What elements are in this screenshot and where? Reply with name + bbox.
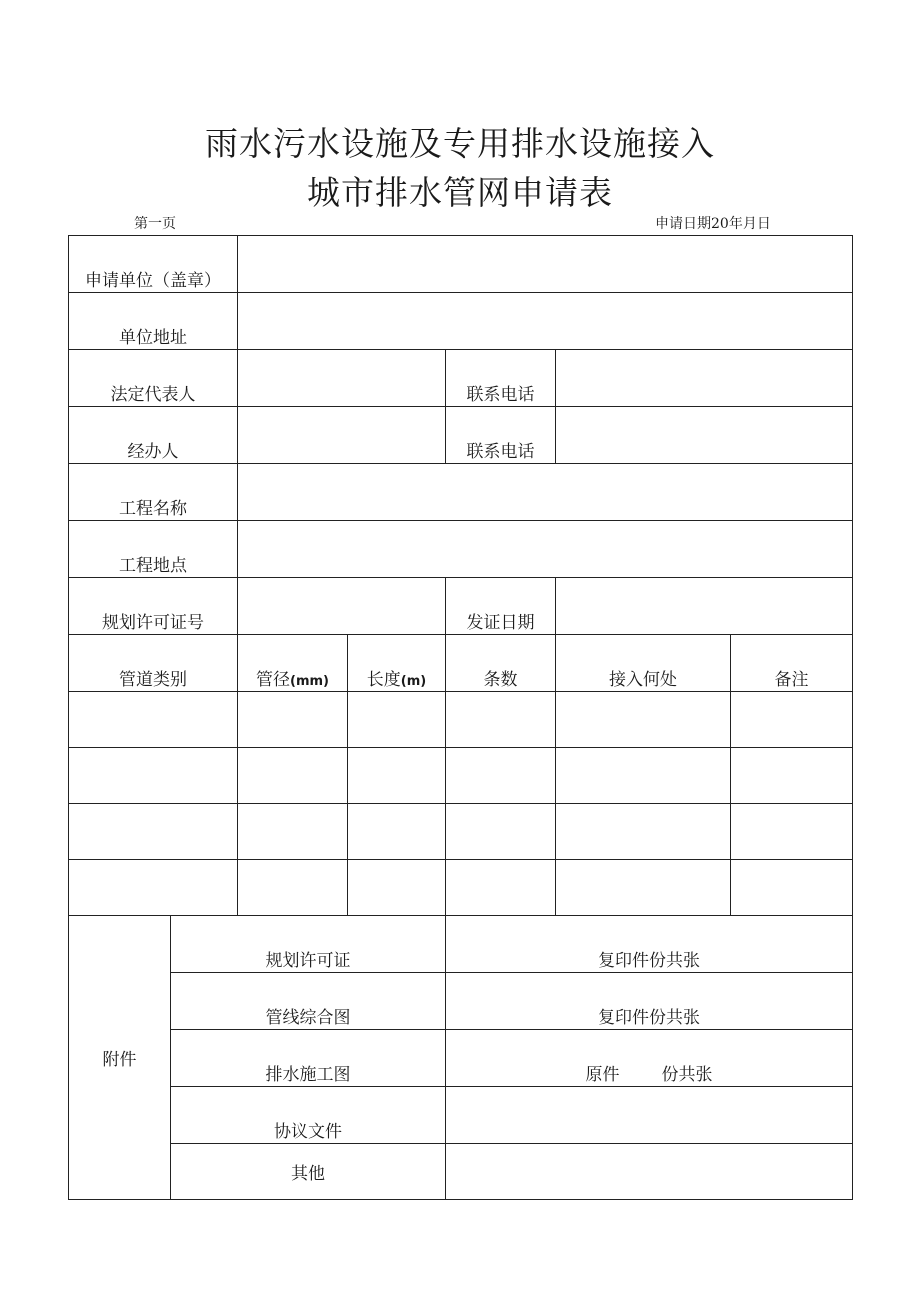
attachment-row	[69, 973, 853, 1030]
table-row	[69, 804, 853, 860]
pipe-cell[interactable]	[446, 804, 556, 860]
page-number: 第一页	[134, 216, 176, 232]
pipe-cell[interactable]	[238, 748, 348, 804]
pipe-connect-header: 接入何处	[556, 635, 731, 692]
pipe-cell[interactable]	[556, 860, 731, 916]
attachment-note[interactable]	[446, 1144, 853, 1200]
form-title-line2: 城市排水管网申请表	[307, 173, 613, 212]
attachment-note[interactable]	[446, 1087, 853, 1144]
attachments-label: 附件	[69, 916, 171, 1200]
attachment-note: 复印件份共张	[446, 916, 853, 973]
row-address	[69, 293, 853, 350]
attachment-name: 其他	[171, 1144, 446, 1200]
issue-date-label: 发证日期	[446, 578, 556, 635]
form-title-line1: 雨水污水设施及专用排水设施接入	[205, 124, 715, 163]
pipe-count-header: 条数	[446, 635, 556, 692]
pipe-cell[interactable]	[731, 692, 853, 748]
pipe-cell[interactable]	[731, 748, 853, 804]
phone2-input[interactable]	[556, 407, 853, 464]
attachment-name: 排水施工图	[171, 1030, 446, 1087]
applicant-input[interactable]	[238, 236, 853, 293]
phone1-label: 联系电话	[446, 350, 556, 407]
pipe-table-header	[69, 635, 853, 692]
handler-label: 经办人	[69, 407, 238, 464]
pipe-cell[interactable]	[446, 860, 556, 916]
table-row	[69, 748, 853, 804]
pipe-cell[interactable]	[731, 860, 853, 916]
project-name-input[interactable]	[238, 464, 853, 521]
pipe-type-header: 管道类别	[69, 635, 238, 692]
attachment-note: 复印件份共张	[446, 973, 853, 1030]
permit-no-input[interactable]	[238, 578, 446, 635]
pipe-cell[interactable]	[69, 860, 238, 916]
table-row	[69, 692, 853, 748]
pipe-cell[interactable]	[348, 748, 446, 804]
phone1-input[interactable]	[556, 350, 853, 407]
pipe-cell[interactable]	[348, 860, 446, 916]
pipe-diameter-header: 管径(mm)	[238, 635, 348, 692]
pipe-length-header: 长度(m)	[348, 635, 446, 692]
row-legal-rep	[69, 350, 853, 407]
applicant-label: 申请单位（盖章）	[69, 236, 238, 293]
legal-rep-label: 法定代表人	[69, 350, 238, 407]
address-label: 单位地址	[69, 293, 238, 350]
pipe-cell[interactable]	[238, 692, 348, 748]
pipe-cell[interactable]	[446, 748, 556, 804]
pipe-cell[interactable]	[238, 860, 348, 916]
permit-no-label: 规划许可证号	[69, 578, 238, 635]
pipe-cell[interactable]	[69, 692, 238, 748]
pipe-cell[interactable]	[556, 692, 731, 748]
pipe-cell[interactable]	[238, 804, 348, 860]
row-handler	[69, 407, 853, 464]
pipe-cell[interactable]	[446, 692, 556, 748]
row-project-name	[69, 464, 853, 521]
pipe-cell[interactable]	[348, 804, 446, 860]
application-form-table	[68, 235, 853, 1200]
row-permit	[69, 578, 853, 635]
application-date: 申请日期20年月日	[655, 216, 771, 232]
attachment-row	[69, 1144, 853, 1200]
row-project-location	[69, 521, 853, 578]
pipe-cell[interactable]	[731, 804, 853, 860]
pipe-cell[interactable]	[556, 748, 731, 804]
legal-rep-input[interactable]	[238, 350, 446, 407]
pipe-cell[interactable]	[348, 692, 446, 748]
attachment-name: 规划许可证	[171, 916, 446, 973]
attachment-row	[69, 1030, 853, 1087]
attachment-note: 原件 份共张	[446, 1030, 853, 1087]
pipe-cell[interactable]	[69, 748, 238, 804]
attachment-row	[69, 1087, 853, 1144]
pipe-cell[interactable]	[69, 804, 238, 860]
phone2-label: 联系电话	[446, 407, 556, 464]
attachment-row	[69, 916, 853, 973]
pipe-remark-header: 备注	[731, 635, 853, 692]
handler-input[interactable]	[238, 407, 446, 464]
issue-date-input[interactable]	[556, 578, 853, 635]
pipe-cell[interactable]	[556, 804, 731, 860]
attachment-name: 协议文件	[171, 1087, 446, 1144]
project-name-label: 工程名称	[69, 464, 238, 521]
address-input[interactable]	[238, 293, 853, 350]
row-applicant	[69, 236, 853, 293]
project-location-label: 工程地点	[69, 521, 238, 578]
attachment-name: 管线综合图	[171, 973, 446, 1030]
project-location-input[interactable]	[238, 521, 853, 578]
table-row	[69, 860, 853, 916]
